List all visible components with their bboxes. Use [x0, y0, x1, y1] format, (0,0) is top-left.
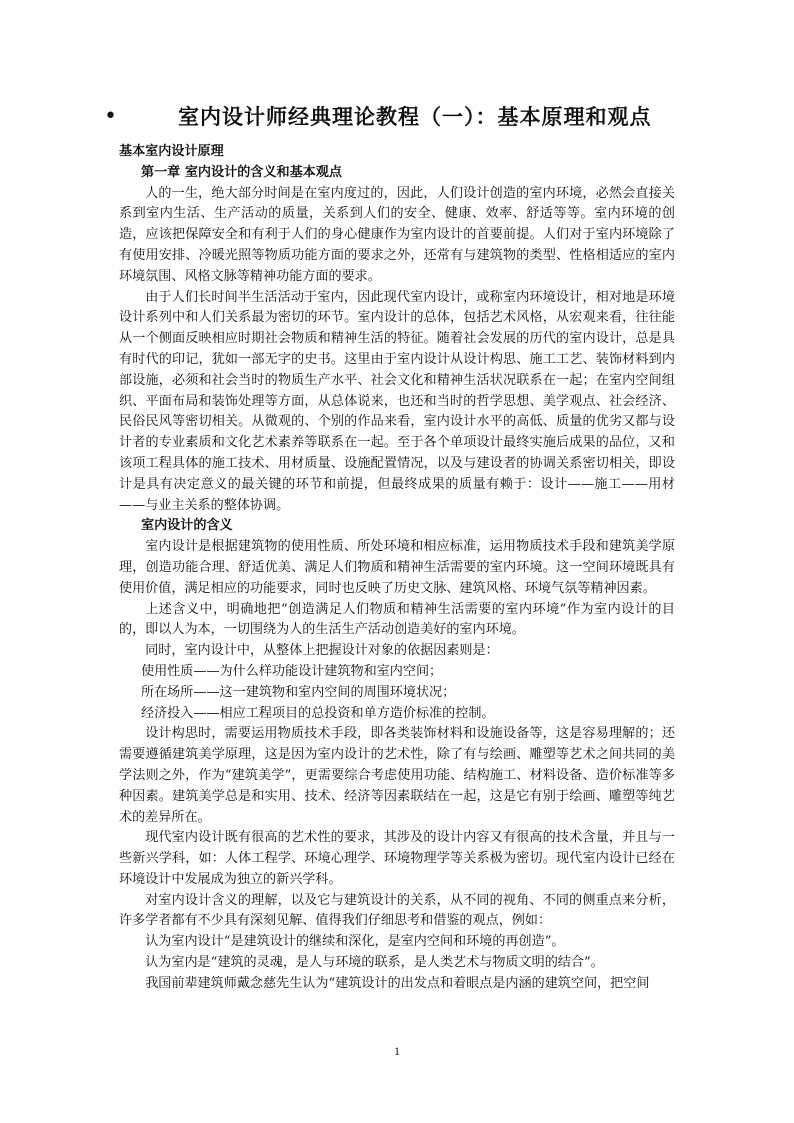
page-number: 1: [394, 1044, 400, 1058]
document-body: [119, 142, 675, 995]
paragraph: 现代室内设计既有很高的艺术性的要求，其涉及的设计内容又有很高的技术含量，并且与一些新兴学科，如：人体工程学、环境心理学、环境物理学等关系极为密切。现代室内设计已经在环境设计中发展成为独立的新兴学科。: [119, 830, 675, 887]
chapter-title: 第一章 室内设计的含义和基本观点: [141, 164, 342, 180]
paragraph: 同时，室内设计中，从整体上把握设计对象的依据因素则是：: [145, 643, 499, 659]
list-line: 所在场所——这一建筑物和室内空间的周围环境状况；: [141, 684, 456, 700]
list-line: 经济投入——相应工程项目的总投资和单方造价标准的控制。: [141, 705, 495, 721]
title-bullet: •: [104, 104, 117, 129]
paragraph: 设计构思时，需要运用物质技术手段，即各类装饰材料和设施设备等，这是容易理解的；还需要遵循建筑美学原理，这是因为室内设计的艺术性，除了有与绘画、雕塑等艺术之间共同的美学法则之外，作为“建筑美学”，更需要综合考虑使用功能、结构施工、材料设备、造价标准等多种因素。建筑美学总是和实用、技术、经济等因素联结在一起，这是它有别于绘画、雕塑等纯艺术的差异所在。: [119, 726, 675, 825]
paragraph: 人的一生，绝大部分时间是在室内度过的，因此，人们设计创造的室内环境，必然会直接关系到室内生活、生产活动的质量，关系到人们的安全、健康、效率、舒适等等。室内环境的创造，应该把保障安全和有利于人们的身心健康作为室内设计的首要前提。人们对于室内环境除了有使用安排、冷暖光照等物质功能方面的要求之外，还常有与建筑物的类型、性格相适应的室内环境氛围、风格文脉等精神功能方面的要求。: [119, 185, 675, 284]
paragraph: 室内设计是根据建筑物的使用性质、所处环境和相应标准，运用物质技术手段和建筑美学原理，创造功能合理、舒适优美、满足人们物质和精神生活需要的室内环境。这一空间环境既具有使用价值，满足相应的功能要求，同时也反映了历史文脉、建筑风格、环境气氛等精神因素。: [119, 539, 675, 596]
subsection-title: 室内设计的含义: [141, 518, 233, 534]
paragraph: 上述含义中，明确地把“创造满足人们物质和精神生活需要的室内环境”作为室内设计的目的，即以人为本，一切围绕为人的生活生产活动创造美好的室内环境。: [119, 601, 675, 638]
paragraph: 认为室内是“建筑的灵魂，是人与环境的联系，是人类艺术与物质文明的结合”。: [145, 955, 604, 971]
paragraph: 由于人们长时间半生活活动于室内，因此现代室内设计，或称室内环境设计，相对地是环境设计系列中和人们关系最为密切的环节。室内设计的总体，包括艺术风格，从宏观来看，往往能从一个侧面反映相应时期社会物质和精神生活的特征。随着社会发展的历代的室内设计，总是具有时代的印记，犹如一部无字的史书。这里由于室内设计从设计构思、施工工艺、装饰材料到内部设施，必须和社会当时的物质生产水平、社会文化和精神生活状况联系在一起；在室内空间组织、平面布局和装饰处理等方面，从总体说来，也还和当时的哲学思想、美学观点、社会经济、民俗民风等密切相关。从微观的、个别的作品来看，室内设计水平的高低、质量的优劣又都与设计者的专业素质和文化艺术素养等联系在一起。至于各个单项设计最终实施后成果的品位，又和该项工程具体的施工技术、用材质量、设施配置情况，以及与建设者的协调关系密切相关，即设计是具有决定意义的最关键的环节和前提，但最终成果的质量有赖于：设计——施工——用材——与业主关系的整体协调。: [119, 289, 675, 513]
list-line: 使用性质——为什么样功能设计建筑物和室内空间；: [141, 663, 443, 679]
paragraph: 认为室内设计“是建筑设计的继续和深化，是室内空间和环境的再创造”。: [145, 934, 565, 950]
section-title: 基本室内设计原理: [119, 144, 224, 159]
paragraph: 我国前辈建筑师戴念慈先生认为“建筑设计的出发点和着眼点是内涵的建筑空间，把空间: [145, 975, 650, 991]
page-title: 室内设计师经典理论教程（一）：基本原理和观点: [178, 104, 652, 129]
paragraph: 对室内设计含义的理解，以及它与建筑设计的关系，从不同的视角、不同的侧重点来分析，许多学者都有不少具有深刻见解、值得我们仔细思考和借鉴的观点，例如：: [119, 892, 675, 929]
